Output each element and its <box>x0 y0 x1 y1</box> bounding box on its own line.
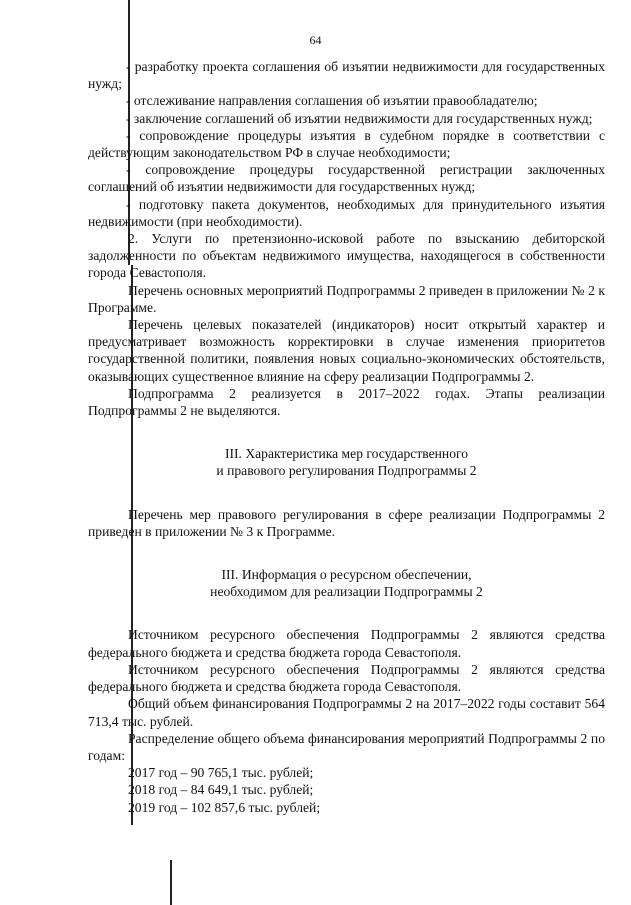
list-item: 2017 год – 90 765,1 тыс. рублей; <box>128 765 314 781</box>
paragraph: Распределение общего объема финансирования мероприятий Подпрограммы 2 по годам: <box>88 730 605 763</box>
paragraph: - отслеживание направления соглашения об изъятии правообладателю; <box>126 93 538 109</box>
paragraph: Источником ресурсного обеспечения Подпрограммы 2 являются средства федерального бюджета и средства бюджета города Севастополя. <box>88 627 605 660</box>
paragraph: - сопровождение процедуры государственной регистрации заключенных соглашений об изъятии недвижимости для государственных нужд; <box>88 162 605 195</box>
paragraph: Источником ресурсного обеспечения Подпрограммы 2 являются средства федерального бюджета и средства бюджета города Севастополя. <box>88 661 605 695</box>
page-number: 64 <box>309 33 322 47</box>
paragraph: Общий объем финансирования Подпрограммы 2 на 2017–2022 годы составит 564 713,4 тыс. рублей. <box>88 696 605 729</box>
paragraph: - подготовку пакета документов, необходимых для принудительного изъятия недвижимости (при необходимости). <box>88 196 605 229</box>
paragraph: Подпрограмма 2 реализуется в 2017–2022 годах. Этапы реализации Подпрограммы 2 не выделяются. <box>88 385 605 419</box>
list-item: 2019 год – 102 857,6 тыс. рублей; <box>128 799 321 815</box>
section-heading: III. Информация о ресурсном обеспечении, <box>221 567 472 583</box>
scan-line-bottom <box>170 860 172 905</box>
paragraph: - разработку проекта соглашения об изъятии недвижимости для государственных нужд; <box>88 59 605 92</box>
document-body <box>88 58 605 816</box>
paragraph: Перечень мер правового регулирования в сфере реализации Подпрограммы 2 приведен в приложении № 3 к Программе. <box>88 506 605 539</box>
section-heading: и правового регулирования Подпрограммы 2 <box>216 463 477 479</box>
paragraph: - сопровождение процедуры изъятия в судебном порядке в соответствии с действующим законодательством РФ в случае необходимости; <box>88 127 605 161</box>
section-heading: III. Характеристика мер государственного <box>224 446 469 462</box>
paragraph: Перечень основных мероприятий Подпрограммы 2 приведен в приложении № 2 к Программе. <box>88 282 605 315</box>
paragraph: 2. Услуги по претензионно-исковой работе по взысканию дебиторской задолженности по объектам недвижимого имущества, находящегося в собственности города Севастополя. <box>88 231 605 281</box>
paragraph: - заключение соглашений об изъятии недвижимости для государственных нужд; <box>126 110 593 126</box>
section-heading: необходимом для реализации Подпрограммы 2 <box>210 584 483 600</box>
list-item: 2018 год – 84 649,1 тыс. рублей; <box>128 782 314 798</box>
paragraph: Перечень целевых показателей (индикаторов) носит открытый характер и предусматривает возможность корректировки в случае изменения приоритетов государственной политики, появления новых социально-экономических обстоятельств, оказывающих существенное влияние на сферу реализации Подпрограммы 2. <box>88 317 605 384</box>
